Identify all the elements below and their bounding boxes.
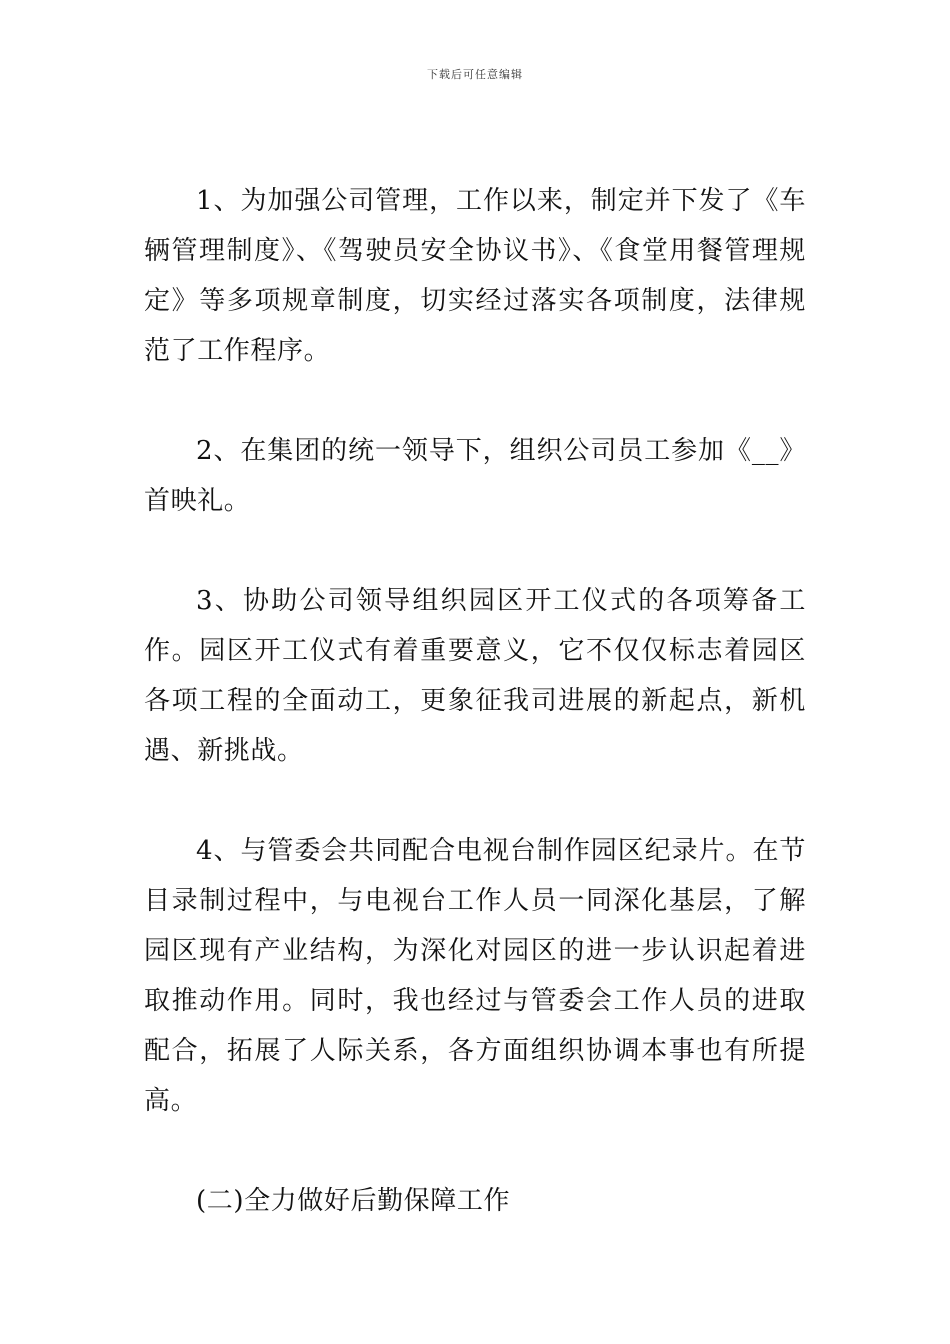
paragraph-4: 4、与管委会共同配合电视台制作园区纪录片。在节目录制过程中，与电视台工作人员一同深化基层，了解园区现有产业结构，为深化对园区的进一步认识起着进取推动作用。同时，我也经过与管委会工作人员的进取配合，拓展了人际关系，各方面组织协调本事也有所提高。 [144, 836, 806, 1116]
page-header-note: 下载后可任意编辑 [427, 68, 523, 81]
document-body [144, 176, 806, 1226]
paragraph-2: 2、在集团的统一领导下，组织公司员工参加《__》首映礼。 [144, 436, 806, 516]
paragraph-1: 1、为加强公司管理，工作以来，制定并下发了《车辆管理制度》、《驾驶员安全协议书》、《食堂用餐管理规定》等多项规章制度，切实经过落实各项制度，法律规范了工作程序。 [144, 186, 806, 366]
paragraph-3: 3、协助公司领导组织园区开工仪式的各项筹备工作。园区开工仪式有着重要意义，它不仅仅标志着园区各项工程的全面动工，更象征我司进展的新起点，新机遇、新挑战。 [144, 586, 806, 766]
section-heading: (二)全力做好后勤保障工作 [196, 1186, 511, 1216]
